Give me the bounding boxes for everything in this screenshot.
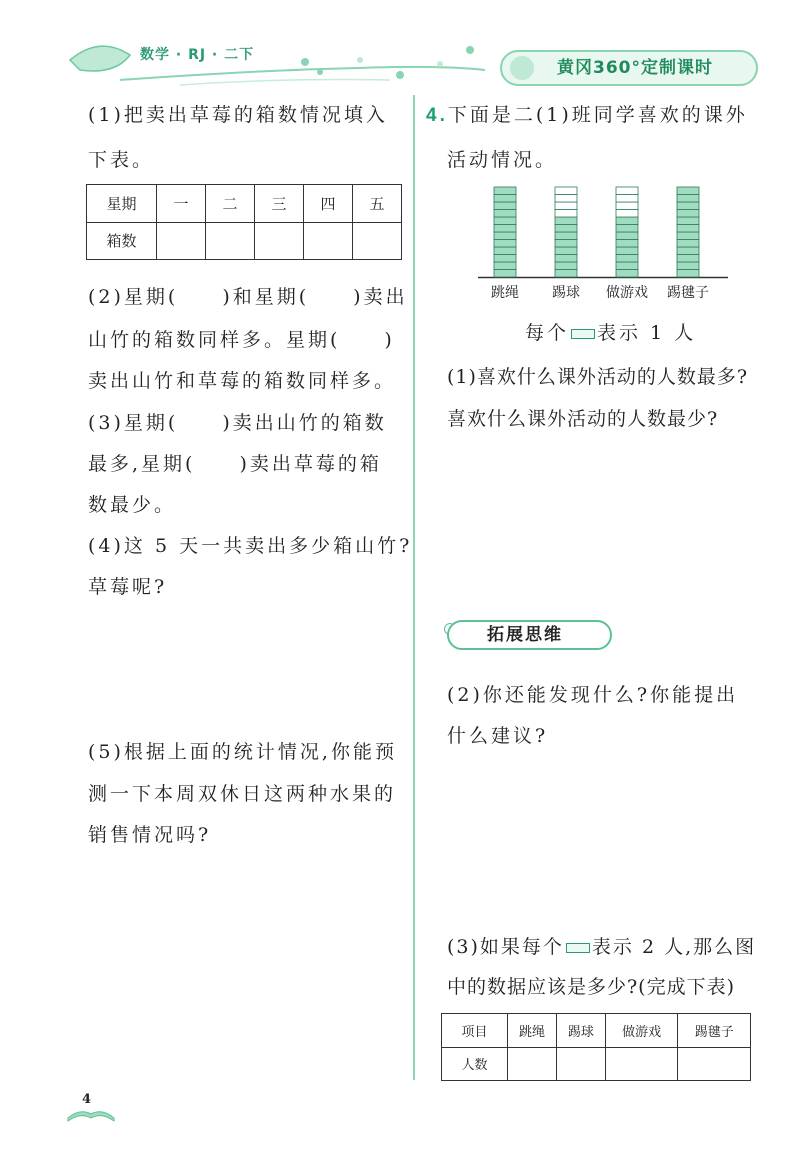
bar-cell-filled (494, 262, 516, 270)
table-item-cell: 做游戏 (605, 1014, 678, 1048)
bar-cell-filled (677, 232, 699, 240)
activity-bar-chart (478, 180, 728, 306)
bar-cell-filled (555, 262, 577, 270)
table-item-cell: 踢球 (556, 1014, 605, 1048)
header-decoration (60, 30, 490, 90)
header-swirl (60, 30, 490, 90)
header-subject: 数学 · RJ · 二下 (140, 47, 255, 63)
left-q2-line2: 山竹的箱数同样多。星期( ) (88, 329, 395, 351)
bar-category-label: 跳绳 (491, 285, 519, 301)
bar-cell-empty (616, 210, 638, 218)
bar-cell-empty (555, 210, 577, 218)
table-row-label: 人数 (442, 1047, 508, 1081)
unit-box-icon (566, 943, 590, 953)
page-number: 4 (82, 1092, 92, 1107)
bar-cell-filled (494, 202, 516, 210)
header-badge (500, 50, 758, 86)
right-sub3-line1 (447, 932, 756, 959)
bar-cell-filled (677, 202, 699, 210)
table-input-cell[interactable] (508, 1047, 557, 1081)
left-q5-line2: 测一下本周双休日这两种水果的 (88, 783, 397, 805)
bar-cell-filled (555, 270, 577, 278)
unit-box-icon (571, 329, 595, 339)
table-day-cell: 五 (353, 185, 402, 223)
bar-cell-filled (677, 270, 699, 278)
right-sub3-line2: 中的数据应该是多少?(完成下表) (447, 976, 736, 998)
bar-cell-filled (677, 195, 699, 203)
bar-cell-filled (616, 270, 638, 278)
column-divider (413, 95, 415, 1080)
bar-cell-empty (616, 202, 638, 210)
bar-cell-filled (616, 225, 638, 233)
bar-cell-filled (677, 210, 699, 218)
bar-cell-empty (616, 195, 638, 203)
header-badge-label: 黄冈360°定制课时 (557, 58, 713, 78)
bar-cell-filled (494, 210, 516, 218)
bar-cell-filled (616, 262, 638, 270)
table-row-label: 星期 (87, 185, 157, 223)
badge-ring-icon (510, 56, 534, 80)
bar-cell-filled (555, 225, 577, 233)
left-q2-line1: (2)星期( )和星期( )卖出 (88, 286, 408, 308)
bar-cell-empty (555, 202, 577, 210)
right-sub1-line1: (1)喜欢什么课外活动的人数最多? (447, 366, 749, 388)
sub3-suffix: 表示 2 人,那么图 (591, 936, 757, 958)
right-sub1-line2: 喜欢什么课外活动的人数最少? (447, 408, 719, 430)
bar-cell-filled (555, 247, 577, 255)
table-input-cell[interactable] (556, 1047, 605, 1081)
bar-cell-filled (494, 195, 516, 203)
bar-cell-filled (494, 270, 516, 278)
table-row (87, 222, 402, 260)
chart-caption (525, 318, 696, 345)
bar-cell-filled (616, 240, 638, 248)
strawberry-table (86, 184, 402, 260)
table-input-cell[interactable] (605, 1047, 678, 1081)
bar-cell-filled (494, 225, 516, 233)
bar-cell-filled (677, 240, 699, 248)
bar-cell-filled (494, 240, 516, 248)
table-row-label: 项目 (442, 1014, 508, 1048)
left-q1-line2: 下表。 (88, 149, 155, 171)
left-q2-line3: 卖出山竹和草莓的箱数同样多。 (88, 370, 397, 392)
question-number: 4. (426, 105, 448, 126)
sub3-prefix: (3)如果每个 (447, 936, 564, 958)
table-row-label: 箱数 (87, 222, 157, 260)
table-row (442, 1047, 751, 1081)
left-q5-line1: (5)根据上面的统计情况,你能预 (88, 741, 397, 763)
table-day-cell: 四 (304, 185, 353, 223)
bar-cell-filled (677, 187, 699, 195)
bar-cell-filled (494, 187, 516, 195)
right-intro-line1 (426, 100, 748, 127)
caption-prefix: 每个 (525, 322, 570, 344)
table-input-cell[interactable] (304, 222, 353, 260)
bar-cell-filled (494, 247, 516, 255)
table-item-cell: 踢毽子 (678, 1014, 751, 1048)
bar-cell-filled (677, 225, 699, 233)
bar-cell-filled (494, 255, 516, 263)
table-input-cell[interactable] (255, 222, 304, 260)
intro-text: 下面是二(1)班同学喜欢的课外 (447, 104, 748, 126)
bar-cell-filled (616, 255, 638, 263)
table-row (87, 185, 402, 223)
caption-suffix: 表示 1 人 (597, 322, 697, 344)
left-q5-line3: 销售情况吗? (88, 824, 212, 846)
activity-table (441, 1013, 751, 1081)
bar-cell-filled (677, 255, 699, 263)
bar-cell-filled (555, 255, 577, 263)
table-day-cell: 一 (157, 185, 206, 223)
bar-cell-empty (555, 195, 577, 203)
bar-cell-empty (616, 187, 638, 195)
bar-cell-filled (494, 232, 516, 240)
left-q4-line1: (4)这 5 天一共卖出多少箱山竹? (88, 535, 413, 557)
bar-cell-filled (494, 217, 516, 225)
table-input-cell[interactable] (206, 222, 255, 260)
bar-cell-filled (616, 247, 638, 255)
bar-cell-filled (555, 232, 577, 240)
bar-cell-empty (555, 187, 577, 195)
table-input-cell[interactable] (353, 222, 402, 260)
left-q3-line3: 数最少。 (88, 494, 177, 516)
bar-category-label: 做游戏 (606, 285, 648, 301)
table-day-cell: 三 (255, 185, 304, 223)
left-q4-line2: 草莓呢? (88, 576, 168, 598)
bar-cell-filled (677, 247, 699, 255)
left-q3-line1: (3)星期( )卖出山竹的箱数 (88, 412, 387, 434)
table-input-cell[interactable] (678, 1047, 751, 1081)
bar-cell-filled (555, 217, 577, 225)
bar-cell-filled (677, 217, 699, 225)
think-badge: 拓展思维 (447, 620, 612, 650)
bar-cell-filled (616, 232, 638, 240)
left-q3-line2: 最多,星期( )卖出草莓的箱 (88, 453, 382, 475)
right-sub2-line2: 什么建议? (447, 725, 549, 747)
table-item-cell: 跳绳 (508, 1014, 557, 1048)
table-day-cell: 二 (206, 185, 255, 223)
bar-cell-filled (616, 217, 638, 225)
left-q1-line1: (1)把卖出草莓的箱数情况填入 (88, 104, 388, 126)
bar-cell-filled (555, 240, 577, 248)
right-sub2-line1: (2)你还能发现什么?你能提出 (447, 684, 739, 706)
right-intro-line2: 活动情况。 (447, 149, 558, 171)
bar-cell-filled (677, 262, 699, 270)
bar-category-label: 踢球 (552, 285, 580, 301)
table-input-cell[interactable] (157, 222, 206, 260)
bar-category-label: 踢毽子 (667, 285, 709, 301)
table-row (442, 1014, 751, 1048)
